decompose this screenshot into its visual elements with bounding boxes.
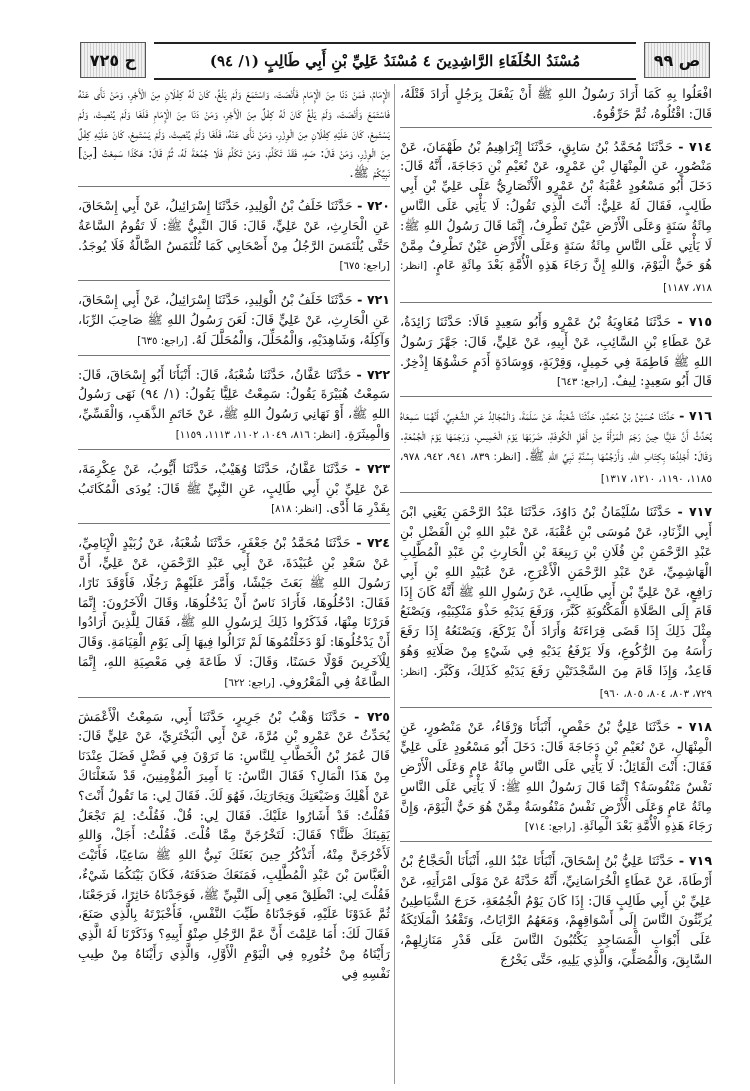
page-number-box	[644, 42, 710, 78]
hadith-text: حَدَّثَنَا خَلَفُ بْنُ الْوَلِيدِ، حَدَّثَنَا إِسْرَائِيلُ، عَنْ أَبِي إِسْحَاقَ، عَنِ الْحَارِثِ، عَنْ عَلِيٍّ، قَالَ: قَالَ النَّبِيُّ ﷺ: لَا تَقُومُ السَّاعَةُ حَتَّى يُلْتَمَسَ الرَّجُلُ مِنْ أَصْحَابِي كَمَا تُلْتَمَسُ الضَّالَّةُ فَلَا يُوجَدُ.	[78, 197, 390, 253]
cross-reference: [راجع: ٧١٤]	[524, 822, 576, 834]
hadith-text: حَدَّثَنَا خَلَفُ بْنُ الْوَلِيدِ، حَدَّثَنَا إِسْرَائِيلُ، عَنْ أَبِي إِسْحَاقَ، عَنِ الْحَارِثِ، عَنْ عَلِيٍّ قَالَ: لَعَنَ رَسُولُ اللهِ ﷺ صَاحِبَ الرِّبَا، وَآكِلَهُ، وَشَاهِدَيْهِ، وَالْمُحَلِّلَ، وَالْمُحَلَّلَ لَهُ.	[78, 292, 390, 347]
hadith-text: حَدَّثَنَا حُسَيْنُ بْنُ مُحَمَّدٍ، حَدَّثَنَا شُعْبَةُ، عَنْ سَلَمَةَ، وَالْمُجَالِدُ عَنِ الشَّعْبِيِّ، أَنَّهُمَا سَمِعَاهُ يُحَدِّثُ أَنَّ عَلِيًّا حِينَ رَجَمَ الْمَرْأَةَ مِنْ أَهْلِ الْكُوفَةِ، ضَرَبَهَا يَوْمَ الْخَمِيسِ، وَرَجَمَهَا يَوْمَ الْجُمُعَةِ. وَقَالَ: أَجْلِدُهَا بِكِتَابِ اللهِ، وَأَرْجُمُهَا بِسُنَّةِ نَبِيِّ اللهِ ﷺ.	[400, 408, 712, 463]
hadith-entry	[78, 365, 390, 450]
cross-reference: [راجع: ٦٧٥]	[339, 261, 390, 273]
hadith-entry	[78, 533, 390, 697]
hadith-number: ٧٢١ -	[352, 292, 390, 308]
hadith-number: ٧١٥ -	[671, 313, 712, 329]
hadith-text: حَدَّثَنَا مُحَمَّدُ بْنُ سَابِقٍ، حَدَّثَنَا إِبْرَاهِيمُ بْنُ طَهْمَانَ، عَنْ مَنْصُورٍ، عَنِ الْمِنْهَالِ بْنِ عَمْرٍو، عَنْ نُعَيْمِ بْنِ دَجَاجَةَ، أَنَّهُ قَالَ: دَخَلَ أَبُو مَسْعُودٍ عُقْبَةُ بْنُ عَمْرٍو الْأَنْصَارِيُّ عَلَى عَلِيِّ بْنِ أَبِي طَالِبٍ، فَقَالَ لَهُ عَلِيٌّ: أَنْتَ الَّذِي تَقُولُ: لَا يَأْتِي عَلَى النَّاسِ مِائَةُ سَنَةٍ وَعَلَى الْأَرْضِ عَيْنٌ تَطْرِفُ، إِنَّمَا قَالَ رَسُولُ اللهِ ﷺ: لَا يَأْتِي عَلَى النَّاسِ مِائَةُ سَنَةٍ وَعَلَى الْأَرْضِ عَيْنٌ تَطْرِفُ مِمَّنْ هُوَ حَيٌّ الْيَوْمَ، وَاللهِ إِنَّ رَجَاءَ هَذِهِ الْأُمَّةِ بَعْدَ مِائَةِ عَامٍ.	[400, 138, 712, 273]
hadith-entry	[78, 290, 390, 355]
hadith-entry	[78, 707, 390, 987]
running-title	[154, 42, 636, 80]
hadith-text: حَدَّثَنَا عَلِيُّ بْنُ حَفْصٍ، أَنْبَأَنَا وَرْقَاءُ، عَنْ مَنْصُورٍ، عَنِ الْمِنْهَالِ، عَنْ نُعَيْمِ بْنِ دَجَاجَةَ قَالَ: دَخَلَ أَبُو مَسْعُودٍ عَلَى عَلِيٍّ فَقَالَ: أَنْتَ الْقَائِلُ: لَا يَأْتِي عَلَى النَّاسِ مِائَةُ عَامٍ وَعَلَى الْأَرْضِ نَفْسٌ مَنْفُوسَةٌ؟ إِنَّمَا قَالَ رَسُولُ اللهِ ﷺ: لَا يَأْتِي عَلَى النَّاسِ مِائَةُ عَامٍ وَعَلَى الْأَرْضِ نَفْسٌ مَنْفُوسَةٌ مِمَّنْ هُوَ حَيٌّ الْيَوْمَ، وَإِنَّ رَجَاءَ هَذِهِ الْأُمَّةِ بَعْدَ الْمِائَةِ.	[400, 719, 712, 834]
hadith-text: حَدَّثَنَا عَلِيُّ بْنُ إِسْحَاقَ، أَنْبَأَنَا عَبْدُ اللهِ، أَنْبَأَنَا الْحَجَّاجُ بْنُ أَرْطَاةَ، عَنْ عَطَاءٍ الْخُرَاسَانِيِّ، أَنَّهُ حَدَّثَهُ عَنْ مَوْلَى امْرَأَتِهِ، عَنْ عَلِيِّ بْنِ أَبِي طَالِبٍ قَالَ: إِذَا كَانَ يَوْمُ الْجُمُعَةِ، خَرَجَ الشَّيَاطِينُ يُرَبِّثُونَ النَّاسَ إِلَى أَسْوَاقِهِمْ، وَمَعَهُمُ الرَّايَاتُ، وَتَقْعُدُ الْمَلَائِكَةُ عَلَى أَبْوَابِ الْمَسَاجِدِ يَكْتُبُونَ النَّاسَ عَلَى قَدْرِ مَنَازِلِهِمْ، السَّابِقَ، وَالْمُصَلِّيَ، وَالَّذِي يَلِيهِ، حَتَّى يَخْرُجَ	[400, 853, 712, 968]
hadith-number: ٧١٤ -	[672, 138, 712, 154]
cross-reference: [انظر: ٨١٦، ١٠٤٩، ١١٠٢، ١١١٣، ١١٥٩]	[175, 429, 341, 441]
hadith-entry	[400, 502, 712, 708]
left-column	[78, 84, 390, 1084]
hadith-entry	[400, 717, 712, 842]
hadith-number: ٧١٨ -	[670, 719, 712, 735]
cross-reference: [انظر: ٨٣٩، ٩٤١، ٩٤٢، ٩٧٨، ١١٨٥، ١١٩٠، ١٢١٠، ١٣١٧]	[400, 451, 712, 485]
hadith-text: الْإِمَامُ، فَمَنْ دَنَا مِنَ الْإِمَامِ فَأَنْصَتَ، وَاسْتَمَعَ وَلَمْ يَلْغُ، كَانَ لَهُ كِفْلَانِ مِنَ الْأَجْرِ، وَمَنْ نَأَى عَنْهُ فَاسْتَمَعَ وَأَنْصَتَ، وَلَمْ يَلْغُ كَانَ لَهُ كِفْلٌ مِنَ الْأَجْرِ، وَمَنْ دَنَا مِنَ الْإِمَامِ فَلَغَا وَلَمْ يُنْصِتْ، وَلَمْ يَسْتَمِعْ، كَانَ عَلَيْهِ كِفْلَانِ مِنَ الْوِزْرِ، وَمَنْ نَأَى عَنْهُ، فَلَغَا وَلَمْ يُنْصِتْ، وَلَمْ يَسْتَمِعْ، كَانَ عَلَيْهِ كِفْلٌ مِنَ الْوِزْرِ، وَمَنْ قَالَ: صَهٍ، فَقَدْ تَكَلَّمَ، وَمَنْ تَكَلَّمَ فَلَا جُمُعَةَ لَهُ، ثُمَّ قَالَ: هَكَذَا سَمِعْتُ [مِنْ] نَبِيِّكُمْ ﷺ.	[78, 86, 390, 181]
hadith-number: ٧٢٢ -	[351, 366, 390, 382]
hadith-number: ٧٢٣ -	[348, 460, 390, 476]
right-column	[400, 84, 712, 1084]
hadith-number: ٧٢٥ -	[346, 708, 390, 724]
hadith-text: حَدَّثَنَا مُحَمَّدُ بْنُ جَعْفَرٍ، حَدَّثَنَا شُعْبَةُ، عَنْ زُبَيْدٍ الْإِيَامِيِّ، عَنْ سَعْدِ بْنِ عُبَيْدَةَ، عَنْ أَبِي عَبْدِ الرَّحْمَنِ، عَنْ عَلِيٍّ، أَنَّ رَسُولَ اللهِ ﷺ بَعَثَ جَيْشًا، وَأَمَّرَ عَلَيْهِمْ رَجُلًا، فَأَوْقَدَ نَارًا، فَقَالَ: ادْخُلُوهَا، فَأَرَادَ نَاسٌ أَنْ يَدْخُلُوهَا، وَقَالَ الْآخَرُونَ: إِنَّمَا فَرَرْنَا مِنْهَا، فَذَكَرُوا ذَلِكَ لِرَسُولِ اللهِ ﷺ، فَقَالَ لِلَّذِينَ أَرَادُوا أَنْ يَدْخُلُوهَا: لَوْ دَخَلْتُمُوهَا لَمْ تَزَالُوا فِيهَا إِلَى يَوْمِ الْقِيَامَةِ. وَقَالَ لِلْآخَرِينَ قَوْلًا حَسَنًا، وَقَالَ: لَا طَاعَةَ فِي مَعْصِيَةِ اللهِ، إِنَّمَا الطَّاعَةُ فِي الْمَعْرُوفِ.	[78, 535, 390, 689]
hadith-text: حَدَّثَنَا مُعَاوِيَةُ بْنُ عَمْرٍو وَأَبُو سَعِيدٍ قَالَا: حَدَّثَنَا زَائِدَةُ، عَنْ عَطَاءِ بْنِ السَّائِبِ، عَنْ أَبِيهِ، عَنْ عَلِيٍّ، قَالَ: جَهَّزَ رَسُولُ اللهِ ﷺ فَاطِمَةَ فِي خَمِيلٍ، وَقِرْبَةٍ، وَوِسَادَةٍ أَدَمٍ حَشْوُهَا إِذْخِرٌ. قَالَ أَبُو سَعِيدٍ: لِيفٌ.	[400, 313, 712, 389]
cross-reference: [راجع: ٦٣٥]	[137, 335, 188, 347]
hadith-entry	[400, 851, 712, 973]
running-title-text: مُسْنَدُ الخُلَفَاءِ الرَّاشِدِينَ ٤ مُسْنَدُ عَلِيِّ بْنِ أَبِي طَالِبٍ (١/ ٩٤)	[209, 52, 581, 70]
hadith-text: حَدَّثَنَا عَفَّانُ، حَدَّثَنَا شُعْبَةُ، قَالَ: أَنْبَأَنَا أَبُو إِسْحَاقَ، قَالَ: سَمِعْتُ هُبَيْرَةَ يَقُولُ: سَمِعْتُ عَلِيًّا يَقُولُ: (١/ ٩٤) نَهَى رَسُولُ اللهِ ﷺ، أَوْ نَهَانِي رَسُولُ اللهِ ﷺ، عَنْ خَاتَمِ الذَّهَبِ، وَالْقَسِّيِّ، وَالْمِيثَرَةِ.	[78, 366, 390, 441]
hadith-text: حَدَّثَنَا سُلَيْمَانُ بْنُ دَاوُدَ، حَدَّثَنَا عَبْدُ الرَّحْمَنِ يَعْنِي ابْنَ أَبِي الزِّنَادِ، عَنْ مُوسَى بْنِ عُقْبَةَ، عَنْ عَبْدِ اللهِ بْنِ الْفَضْلِ بْنِ عَبْدِ الرَّحْمَنِ بْنِ فُلَانِ بْنِ رَبِيعَةَ بْنِ الْحَارِثِ بْنِ عَبْدِ الْمُطَّلِبِ الْهَاشِمِيِّ، عَنْ عَبْدِ الرَّحْمَنِ الْأَعْرَجِ، عَنْ عُبَيْدِ اللهِ بْنِ أَبِي رَافِعٍ، عَنْ عَلِيِّ بْنِ أَبِي طَالِبٍ، عَنْ رَسُولِ اللهِ ﷺ أَنَّهُ كَانَ إِذَا قَامَ إِلَى الصَّلَاةِ الْمَكْتُوبَةِ كَبَّرَ، وَرَفَعَ يَدَيْهِ حَذْوَ مَنْكِبَيْهِ، وَيَصْنَعُ مِثْلَ ذَلِكَ إِذَا قَضَى قِرَاءَتَهُ وَأَرَادَ أَنْ يَرْكَعَ، وَيَصْنَعُهُ إِذَا رَفَعَ رَأْسَهُ مِنَ الرُّكُوعِ، وَلَا يَرْفَعُ يَدَيْهِ فِي شَيْءٍ مِنْ صَلَاتِهِ وَهُوَ قَاعِدٌ، وَإِذَا قَامَ مِنَ السَّجْدَتَيْنِ رَفَعَ يَدَيْهِ كَذَلِكَ، وَكَبَّرَ.	[400, 504, 712, 678]
hadith-entry	[78, 84, 390, 187]
hadith-entry	[400, 84, 712, 128]
cross-reference: [راجع: ٦٢٢]	[224, 677, 275, 689]
hadith-entry	[400, 406, 712, 493]
text-columns	[78, 84, 712, 1084]
hadith-number: ٧١٦ -	[674, 408, 712, 424]
cross-reference: [انظر: ٧١٨، ١١٨٧]	[400, 261, 712, 295]
page-number: ص ٩٩	[653, 50, 701, 70]
hadith-number: ٧١٧ -	[671, 504, 712, 520]
hadith-number: ٧٢٤ -	[350, 535, 390, 551]
page-header	[80, 42, 710, 78]
hadith-entry	[400, 312, 712, 397]
cross-reference: [انظر: ٧٢٩، ٨٠٣، ٨٠٤، ٨٠٥، ٩٦٠]	[400, 666, 712, 700]
hadith-entry	[78, 196, 390, 281]
hadith-text: افْعَلُوا بِهِ كَمَا أَرَادَ رَسُولُ اللهِ ﷺ أَنْ يَفْعَلَ بِرَجُلٍ أَرَادَ قَتْلَهُ، قَالَ: اقْتُلُوهُ، ثُمَّ حَرِّقُوهُ.	[400, 86, 712, 121]
hadith-range: ح ٧٢٥	[89, 50, 137, 70]
hadith-number: ٧١٩ -	[673, 853, 712, 869]
hadith-text: حَدَّثَنَا وَهْبُ بْنُ جَرِيرٍ، حَدَّثَنَا أَبِي، سَمِعْتُ الْأَعْمَشَ يُحَدِّثُ عَنْ عَمْرِو بْنِ مُرَّةَ، عَنْ أَبِي الْبَخْتَرِيِّ، عَنْ عَلِيٍّ قَالَ: قَالَ عُمَرُ بْنُ الْخَطَّابِ لِلنَّاسِ: مَا تَرَوْنَ فِي فَضْلٍ فَضَلَ عِنْدَنَا مِنْ هَذَا الْمَالِ؟ فَقَالَ النَّاسُ: يَا أَمِيرَ الْمُؤْمِنِينَ، قَدْ شَغَلْنَاكَ عَنْ أَهْلِكَ وَضَيْعَتِكَ وَتِجَارَتِكَ، فَهُوَ لَكَ. فَقَالَ لِي: مَا تَقُولُ أَنْتَ؟ فَقُلْتُ: قَدْ أَشَارُوا عَلَيْكَ. فَقَالَ لِي: قُلْ. فَقُلْتُ: لِمَ تَجْعَلُ يَقِينَكَ ظَنًّا؟ فَقَالَ: لَتَخْرُجَنَّ مِمَّا قُلْتَ. فَقُلْتُ: أَجَلْ، وَاللهِ لَأَخْرُجَنَّ مِنْهُ، أَتَذْكُرُ حِينَ بَعَثَكَ نَبِيُّ اللهِ ﷺ سَاعِيًا، فَأَتَيْتَ الْعَبَّاسَ بْنَ عَبْدِ الْمُطَّلِبِ، فَمَنَعَكَ صَدَقَتَهُ، فَكَانَ بَيْنَكُمَا شَيْءٌ، فَقُلْتَ لِي: انْطَلِقْ مَعِي إِلَى النَّبِيِّ ﷺ، فَوَجَدْنَاهُ خَاثِرًا، فَرَجَعْنَا، ثُمَّ غَدَوْنَا عَلَيْهِ، فَوَجَدْنَاهُ طَيِّبَ النَّفْسِ، فَأَخْبَرْتَهُ بِالَّذِي صَنَعَ، فَقَالَ لَكَ: أَمَا عَلِمْتَ أَنَّ عَمَّ الرَّجُلِ صِنْوُ أَبِيهِ؟ وَذَكَرْنَا لَهُ الَّذِي رَأَيْنَاهُ مِنْ خُثُورِهِ فِي الْيَوْمِ الْأَوَّلِ، وَالَّذِي رَأَيْنَاهُ مِنْ طِيبِ نَفْسِهِ فِي	[78, 708, 390, 981]
cross-reference: [راجع: ٦٤٣]	[556, 377, 608, 389]
hadith-text: حَدَّثَنَا عَفَّانُ، حَدَّثَنَا وُهَيْبٌ، حَدَّثَنَا أَيُّوبُ، عَنْ عِكْرِمَةَ، عَنْ عَلِيِّ بْنِ أَبِي طَالِبٍ، عَنِ النَّبِيِّ ﷺ قَالَ: يُودَى الْمُكَاتَبُ بِقَدْرِ مَا أَدَّى.	[78, 460, 390, 516]
hadith-number: ٧٢٠ -	[352, 197, 390, 213]
hadith-entry	[400, 137, 712, 303]
hadith-range-box	[80, 42, 146, 78]
hadith-entry	[78, 459, 390, 524]
cross-reference: [انظر: ٨١٨]	[271, 504, 322, 516]
